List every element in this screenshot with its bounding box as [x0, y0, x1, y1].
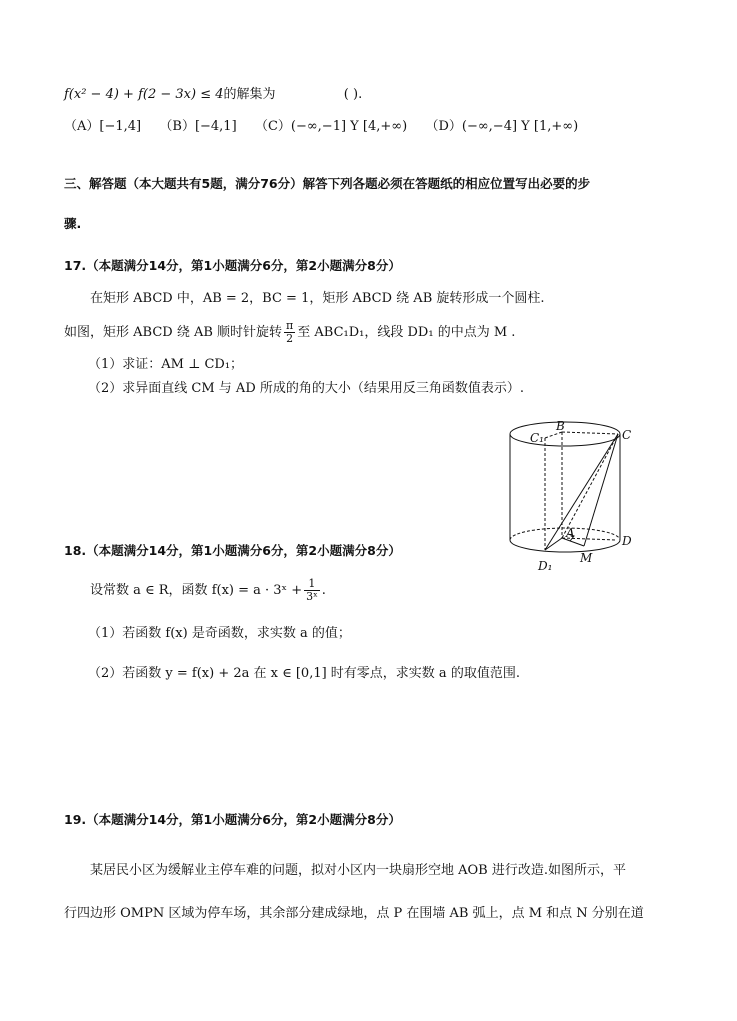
segment-bc — [562, 432, 618, 434]
q16-option-d: （D）(−∞,−4] Y [1,+∞) — [425, 119, 579, 134]
cylinder-top-ellipse — [510, 422, 620, 446]
q17-fraction-num: π — [286, 319, 294, 332]
q17-paragraph1: 在矩形 ABCD 中，AB = 2，BC = 1，矩形 ABCD 绕 AB 旋转形成一个圆柱. — [90, 291, 545, 306]
segment-cm — [584, 434, 618, 546]
q18-fraction — [304, 578, 320, 603]
cylinder-bottom-front-arc — [510, 540, 620, 552]
section3-heading-line1: 三、解答题（本大题共有5题，满分76分）解答下列各题必须在答题纸的相应位置写出必要的步 — [64, 176, 591, 191]
q16-inequality: f(x² − 4) + f(2 − 3x) ≤ 4 — [64, 87, 224, 102]
q17-paragraph2-end: 至 ABC₁D₁，线段 DD₁ 的中点为 M . — [297, 325, 516, 340]
label-d: D — [622, 534, 632, 548]
label-b: B — [556, 419, 565, 433]
cylinder-bottom-back-arc — [510, 528, 620, 540]
segment-ad1 — [545, 538, 562, 550]
q18-paragraph1-start: 设常数 a ∈ R，函数 f(x) = a · 3ˣ + — [90, 583, 303, 598]
q17-paragraph2 — [64, 320, 515, 346]
q18-header: 18.（本题满分14分，第1小题满分6分，第2小题满分8分） — [64, 543, 401, 558]
q16-option-b: （B）[−4,1] — [159, 119, 237, 134]
q18-fraction-num: 1 — [304, 578, 320, 591]
q19-paragraph1: 某居民小区为缓解业主停车难的问题，拟对小区内一块扇形空地 AOB 进行改造.如图所示，平 — [90, 863, 626, 878]
q16-tail: 的解集为 — [223, 87, 276, 102]
cylinder-figure — [500, 412, 650, 582]
q18-paragraph1-end: . — [321, 583, 326, 598]
q17-subquestion2: （2）求异面直线 CM 与 AD 所成的角的大小（结果用反三角函数值表示）. — [88, 381, 525, 396]
label-a: A — [566, 526, 575, 540]
q19-header: 19.（本题满分14分，第1小题满分6分，第2小题满分8分） — [64, 812, 401, 827]
segment-ca — [562, 434, 618, 538]
q19-paragraph2: 行四边形 OMPN 区域为停车场，其余部分建成绿地，点 P 在围墙 AB 弧上，点 M 和点 N 分别在道 — [64, 906, 644, 921]
q16-option-a: （A）[−1,4] — [64, 119, 142, 134]
label-c1: C₁ — [530, 431, 544, 445]
label-m: M — [580, 551, 593, 565]
q18-subquestion1: （1）若函数 f(x) 是奇函数，求实数 a 的值； — [88, 626, 351, 641]
section3-heading-line2: 骤. — [64, 216, 82, 231]
q17-header: 17.（本题满分14分，第1小题满分6分，第2小题满分8分） — [64, 258, 401, 273]
q18-paragraph1 — [90, 576, 326, 606]
q17-fraction — [284, 320, 295, 345]
label-d1: D₁ — [538, 559, 553, 573]
q16-inequality-line — [64, 86, 362, 104]
q16-options — [64, 118, 578, 136]
label-c: C — [622, 428, 632, 442]
q17-paragraph2-start: 如图，矩形 ABCD 绕 AB 顺时针旋转 — [64, 325, 283, 340]
q16-option-c: （C）(−∞,−1] Y [4,+∞) — [254, 119, 408, 134]
q18-subquestion2: （2）若函数 y = f(x) + 2a 在 x ∈ [0,1] 时有零点，求实数 a 的取值范围. — [88, 666, 520, 681]
q18-fraction-den: 3ˣ — [306, 590, 318, 603]
q17-fraction-den: 2 — [286, 332, 294, 345]
q16-answer-paren: ( ). — [343, 87, 363, 102]
q17-subquestion1: （1）求证：AM ⊥ CD₁； — [88, 357, 244, 372]
